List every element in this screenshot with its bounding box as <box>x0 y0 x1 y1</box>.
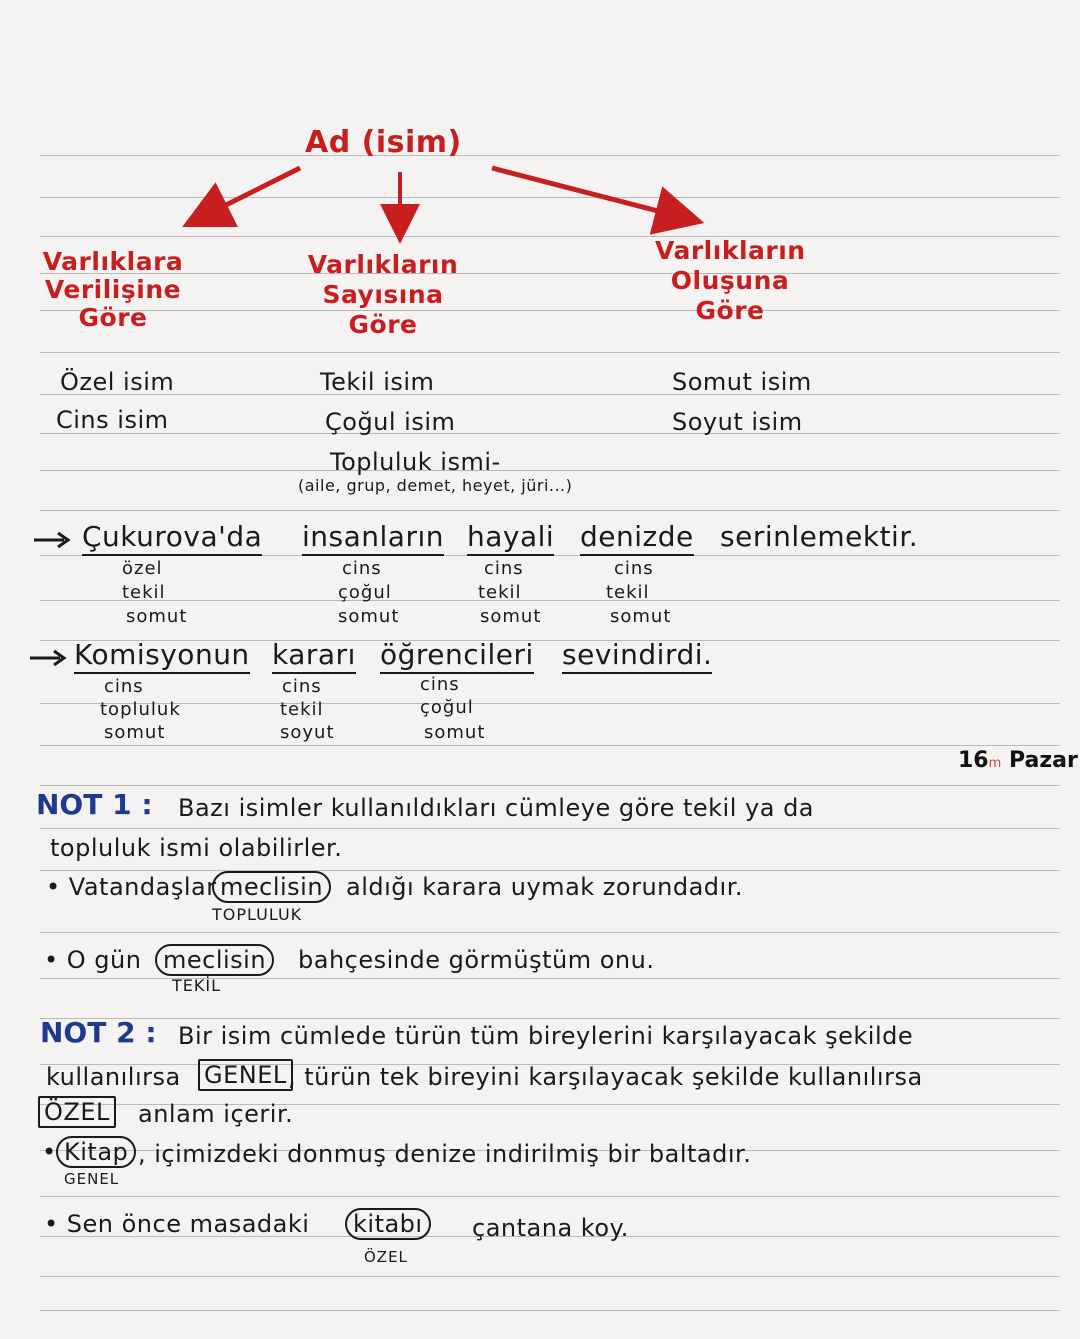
note-1-text-line2: topluluk ismi olabilirler. <box>50 834 343 862</box>
ex1-word-insanlarin: insanların <box>302 520 444 556</box>
item-ozel-isim: Özel isim <box>60 368 175 396</box>
item-topluluk-ismi: Topluluk ismi- <box>330 448 501 476</box>
note-1-ex2-post: bahçesinde görmüştüm onu. <box>298 946 655 974</box>
note-2-ex2-tag: ÖZEL <box>364 1248 408 1266</box>
date-day: 16 <box>958 748 989 773</box>
category-heading-sayi: Varlıkların Sayısına Göre <box>307 250 459 339</box>
ex1-tag: somut <box>480 606 542 627</box>
note-1-ex1-pre: • Vatandaşlar <box>46 873 217 901</box>
note-2-ex1-word: Kitap <box>56 1136 136 1168</box>
note-1-ex2-pre: • O gün <box>44 946 142 974</box>
note-2-genel-box: GENEL <box>198 1059 293 1091</box>
note-2-ex1-tag: GENEL <box>64 1170 120 1188</box>
item-tekil-isim: Tekil isim <box>320 368 435 396</box>
date-weekday: Pazar <box>1008 748 1078 773</box>
category-heading-olus: Varlıkların Oluşuna Göre <box>655 236 806 325</box>
ex1-tag: tekil <box>122 582 166 603</box>
note-2-ex2-post: çantana koy. <box>472 1214 629 1242</box>
ex2-tag: soyut <box>280 722 335 743</box>
note-2-text-line2b: , türün tek bireyini karşılayacak şekilde kullanılırsa <box>288 1063 923 1091</box>
ex2-tag: somut <box>424 722 486 743</box>
note-2-bullet: • <box>42 1138 57 1166</box>
note-2-label: NOT 2 : <box>40 1016 157 1049</box>
note-1-ex1-word: meclisin <box>212 871 331 903</box>
ex1-word-serinlemektir: serinlemektir. <box>720 520 919 553</box>
note-2-text-line2a: kullanılırsa <box>46 1063 181 1091</box>
ex1-tag: somut <box>610 606 672 627</box>
note-1-ex2-word: meclisin <box>155 944 274 976</box>
date-sup: m <box>988 756 1002 771</box>
ex2-tag: somut <box>104 722 166 743</box>
note-1-ex1-tag: TOPLULUK <box>212 905 303 924</box>
ex2-word-komisyonun: Komisyonun <box>74 638 250 674</box>
bullet-arrow-icon <box>32 530 72 550</box>
ex2-tag: cins <box>282 676 322 697</box>
note-1-text-line1: Bazı isimler kullanıldıkları cümleye göre tekil ya da <box>178 794 815 822</box>
date-label <box>958 748 1078 773</box>
item-cins-isim: Cins isim <box>56 406 169 434</box>
arrow-right <box>492 168 685 218</box>
ex1-tag: tekil <box>478 582 522 603</box>
ex1-tag: cins <box>342 558 382 579</box>
ex1-tag: tekil <box>606 582 650 603</box>
branch-arrows <box>0 0 1080 260</box>
note-2-ex2-pre: • Sen önce masadaki <box>44 1210 310 1238</box>
note-2-ex2-word: kitabı <box>345 1208 431 1240</box>
page-title: Ad (isim) <box>305 125 462 160</box>
note-2-ozel-box: ÖZEL <box>38 1096 116 1128</box>
ex1-tag: somut <box>338 606 400 627</box>
ex1-word-denizde: denizde <box>580 520 694 556</box>
item-cogul-isim: Çoğul isim <box>325 408 456 436</box>
bullet-arrow-icon <box>28 648 68 668</box>
arrow-left <box>200 168 300 218</box>
ex1-word-hayali: hayali <box>467 520 554 556</box>
note-2-text-line1: Bir isim cümlede türün tüm bireylerini karşılayacak şekilde <box>178 1022 914 1050</box>
ex1-tag: cins <box>614 558 654 579</box>
ex2-word-ogrencileri: öğrencileri <box>380 638 534 674</box>
note-2-ex1-post: , içimizdeki donmuş denize indirilmiş bir baltadır. <box>138 1140 752 1168</box>
ex2-tag: topluluk <box>100 699 181 720</box>
category-heading-verilis: Varlıklara Verilişine Göre <box>42 247 184 332</box>
ex2-tag: tekil <box>280 699 324 720</box>
ex1-tag: somut <box>126 606 188 627</box>
ex2-tag: cins <box>104 676 144 697</box>
ex2-tag: cins <box>420 674 460 695</box>
ex1-tag: çoğul <box>338 582 392 603</box>
note-1-ex2-tag: TEKİL <box>172 976 222 995</box>
note-1-ex1-post: aldığı karara uymak zorundadır. <box>346 873 744 901</box>
item-soyut-isim: Soyut isim <box>672 408 803 436</box>
item-topluluk-examples: (aile, grup, demet, heyet, jüri...) <box>298 476 573 495</box>
ex2-word-sevindirdi: sevindirdi. <box>562 638 712 674</box>
ex1-word-cukurova: Çukurova'da <box>82 520 262 556</box>
item-somut-isim: Somut isim <box>672 368 812 396</box>
note-1-label: NOT 1 : <box>36 788 153 821</box>
ex1-tag: cins <box>484 558 524 579</box>
ex1-tag: özel <box>122 558 163 579</box>
ex2-word-karari: kararı <box>272 638 356 674</box>
ex2-tag: çoğul <box>420 697 474 718</box>
note-2-text-line3: anlam içerir. <box>138 1100 294 1128</box>
